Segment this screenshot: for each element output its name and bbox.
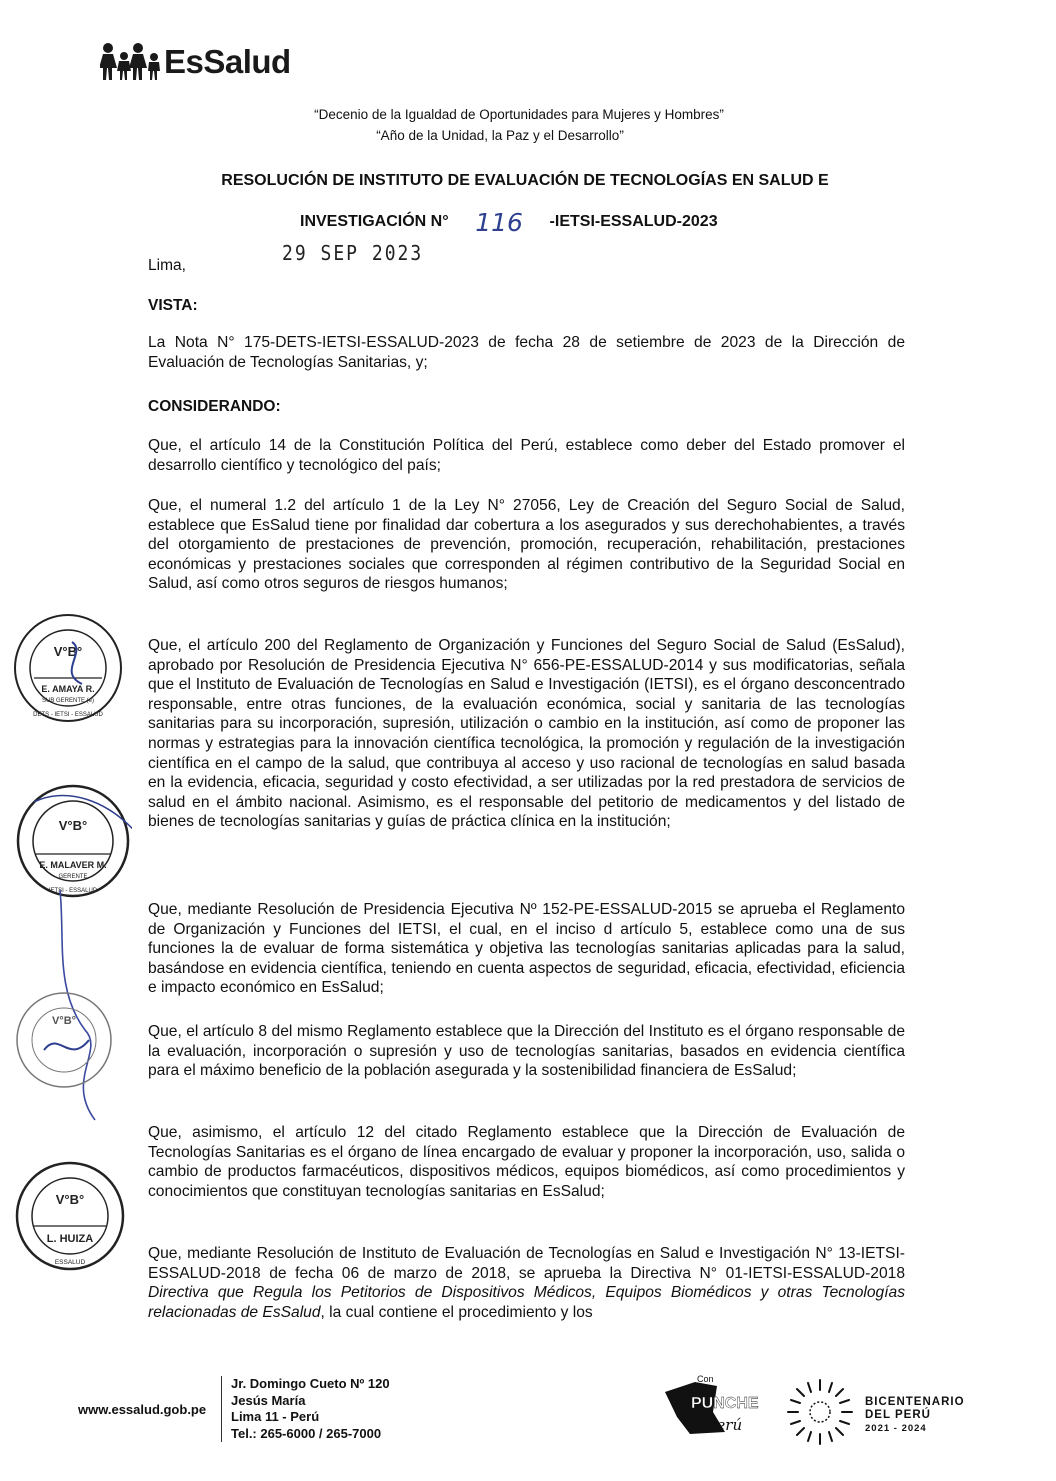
seal-name: L. HUIZA <box>46 1233 94 1245</box>
paragraph: Que, asimismo, el artículo 12 del citado Reglamento establece que la Dirección de Evaluación de Tecnologías Sanitarias es el órgano de línea encargado de evaluar y proponer la incorporación, uso, salida o cambio de productos farmacéuticos, dispositivos médicos, equipos biomédicos, así como procedimientos y conocimientos que constituyan tecnologías sanitarias en EsSalud; <box>148 1124 905 1200</box>
seal-role: GERENTE <box>58 874 88 880</box>
con-punche-peru-logo <box>655 1372 775 1449</box>
address-line: Jesús María <box>231 1392 306 1408</box>
vb-seal-huiza <box>14 1160 126 1272</box>
title-prefix: INVESTIGACIÓN N° <box>300 213 449 230</box>
resolution-number-line <box>300 203 718 237</box>
decenio-line: “Decenio de la Igualdad de Oportunidades para Mujeres y Hombres” <box>314 107 724 122</box>
essalud-logo <box>100 42 291 82</box>
address-line: Tel.: 265-6000 / 265-7000 <box>231 1425 382 1441</box>
seal-vb: V°B° <box>58 818 88 833</box>
punche-peru: Perú <box>707 1416 743 1434</box>
seal-vb: V°B° <box>51 1015 77 1027</box>
seal-vb: V°B° <box>53 644 83 659</box>
vista-heading: VISTA: <box>148 297 198 314</box>
paragraph: Que, el numeral 1.2 del artículo 1 de la Ley N° 27056, Ley de Creación del Seguro Social de Salud, establece que EsSalud tiene por finalidad dar cobertura a los asegurados y sus derechohabientes, a través del otorgamiento de prestaciones de prevención, promoción, recuperación, rehabilitación, prestaciones económicas y prestaciones sociales que corresponden al régimen contributivo de la Seguridad Social en Salud, así como otros seguros de riesgos humanos; <box>148 497 905 593</box>
seal-name: E. MALAVER M. <box>39 860 107 870</box>
bicentenario-text <box>865 1396 965 1435</box>
brand-name: EsSalud <box>164 43 291 80</box>
paragraph-text: , la cual contiene el procedimiento y los <box>320 1303 593 1321</box>
seal-name: E. AMAYA R. <box>41 684 95 694</box>
seal-ring-text: IETSI - ESSALUD <box>48 888 98 894</box>
sunburst-icon <box>784 1376 856 1448</box>
directiva-title: Directiva que Regula los Petitorios de Dispositivos Médicos, Equipos Biomédicos y otras Tecnologías relacionadas de EsSalud <box>148 1284 905 1321</box>
resolution-title: RESOLUCIÓN DE INSTITUTO DE EVALUACIÓN DE TECNOLOGÍAS EN SALUD E <box>221 172 829 189</box>
punche-word: PUNCHE <box>691 1395 759 1412</box>
considerando-heading: CONSIDERANDO: <box>148 398 281 415</box>
vb-seal-amaya <box>12 612 124 724</box>
vista-paragraph: La Nota N° 175-DETS-IETSI-ESSALUD-2023 de fecha 28 de setiembre de 2023 de la Dirección de Evaluación de Tecnologías Sanitarias, y; <box>148 334 905 371</box>
footer-website: www.essalud.gob.pe <box>78 1402 207 1417</box>
vb-seal-third <box>14 990 114 1090</box>
punche-logo-icon <box>655 1372 775 1444</box>
paragraph-text: Que, mediante Resolución de Instituto de Evaluación de Tecnologías en Salud e Investigación N° 13-IETSI-ESSALUD-2018 de fecha 06 de marzo de 2018, se aprueba la Directiva N° 01-IETSI-ESSALUD-2018 <box>148 1245 905 1282</box>
title-suffix: -IETSI-ESSALUD-2023 <box>549 213 718 230</box>
seal-icon <box>12 612 124 724</box>
seal-icon <box>14 1160 126 1272</box>
address-line: Lima 11 - Perú <box>231 1409 320 1424</box>
seal-vb: V°B° <box>55 1192 85 1207</box>
bicentenario-line: DEL PERÚ <box>865 1409 931 1421</box>
date-stamp: 29 SEP 2023 <box>282 241 424 266</box>
paragraph-directiva <box>148 1244 905 1322</box>
place-label: Lima, <box>148 257 186 274</box>
punche-con: Con <box>697 1374 714 1384</box>
seal-role: SUB GERENTE (e) <box>41 698 95 704</box>
paragraph: Que, el artículo 200 del Reglamento de Organización y Funciones del Seguro Social de Salud (EsSalud), aprobado por Resolución de Presidencia Ejecutiva N° 656-PE-ESSALUD-2014 y sus modificatorias, señala que el Instituto de Evaluación de Tecnologías en Salud e Investigación (IETSI), es el órgano desconcentrado responsable, entre otras funciones, de la evaluación económica, social y sanitaria de las tecnologías sanitarias para su incorporación, supresión, utilización o cambio en la institución, así como de proponer las normas y estrategias para la innovación científica tecnológica, la promoción y regulación de la investigación científica en el campo de la salud, que contribuya al acceso y uso racional de tecnologías en salud basada en la evidencia, eficacia, seguridad y costo efectividad, a ser utilizadas por la red prestadora de servicios de salud en el ámbito nacional. Asimismo, es el responsable del petitorio de medicamentos y del listado de bienes de tecnologías sanitarias y guías de práctica clínica en la institución; <box>148 637 905 831</box>
address-line: Jr. Domingo Cueto Nº 120 <box>231 1376 390 1391</box>
seal-ring-text: ESSALUD <box>54 1259 86 1266</box>
family-icon <box>100 42 162 82</box>
paragraph: Que, mediante Resolución de Presidencia Ejecutiva Nº 152-PE-ESSALUD-2015 se aprueba el Reglamento de Organización y Funciones del IETSI, el cual, en el inciso d artículo 5, establece como una de sus funciones la de evaluar de forma sistemática y objetiva las tecnologías sanitarias aplicadas para la salud, basándose en evidencia científica, teniendo en cuenta aspectos de seguridad, eficacia, efectividad, eficiencia e impacto económico en EsSalud; <box>148 901 905 997</box>
bicentenario-emblem <box>784 1376 856 1453</box>
footer-divider <box>221 1376 222 1442</box>
bicentenario-years: 2021 - 2024 <box>865 1423 927 1434</box>
paragraph: Que, el artículo 8 del mismo Reglamento establece que la Dirección del Instituto es el órgano responsable de la evaluación, incorporación o supresión y uso de tecnologías sanitarias, basados en evidencia científica para el máximo beneficio de la población asegurada y la sostenibilidad financiera de EsSalud; <box>148 1023 905 1080</box>
bicentenario-line: BICENTENARIO <box>865 1396 965 1408</box>
handwritten-number: 116 <box>475 208 523 237</box>
paragraph: Que, el artículo 14 de la Constitución Política del Perú, establece como deber del Estado promover el desarrollo científico y tecnológico del país; <box>148 437 905 474</box>
year-line: “Año de la Unidad, la Paz y el Desarrollo” <box>376 128 624 143</box>
seal-ring-text: DETS - IETSI - ESSALUD <box>33 712 103 718</box>
seal-icon <box>14 990 114 1090</box>
footer-address <box>231 1376 390 1442</box>
